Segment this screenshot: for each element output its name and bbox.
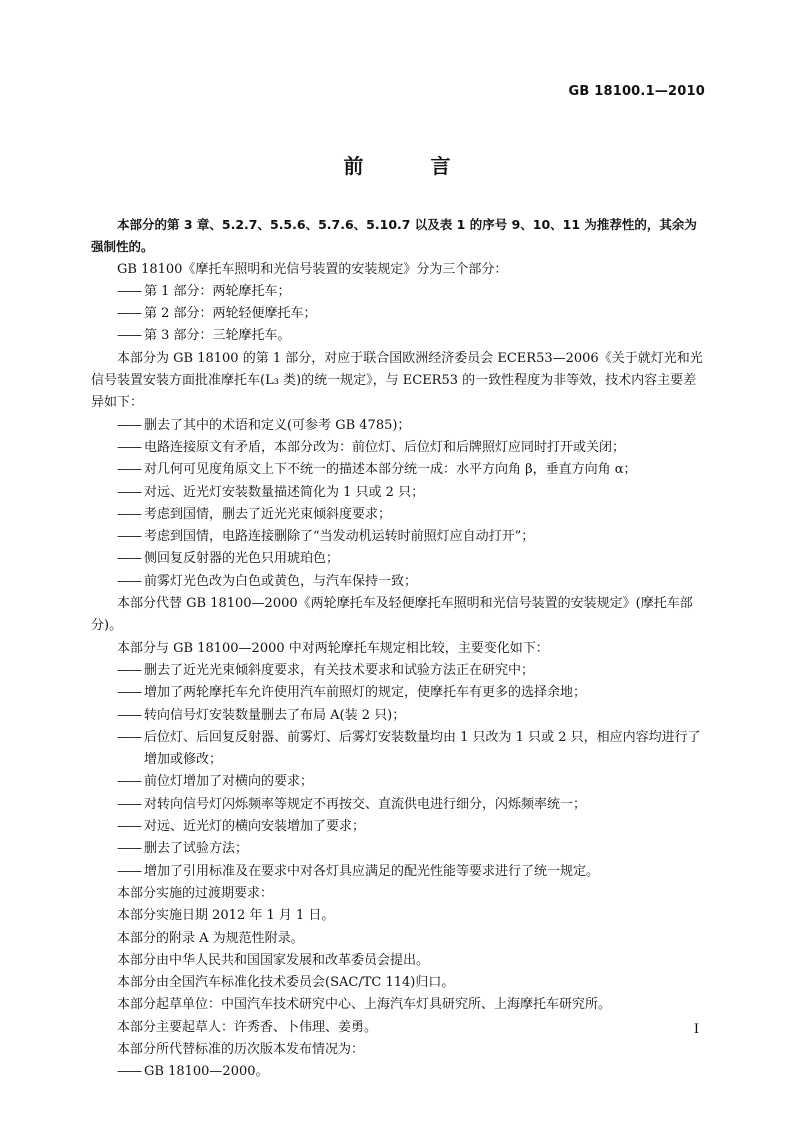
dash-list-item xyxy=(117,571,709,593)
list-dash: —— xyxy=(117,841,141,857)
dash-list-item xyxy=(117,325,709,347)
body-paragraph: GB 18100《摩托车照明和光信号装置的安装规定》分为三个部分： xyxy=(117,261,508,277)
list-dash: —— xyxy=(117,283,141,299)
dash-list-item xyxy=(117,482,709,504)
list-item-text: 电路连接原文有矛盾，本部分改为：前位灯、后位灯和后牌照灯应同时打开或关闭； xyxy=(144,439,626,455)
dash-list-item xyxy=(117,771,709,793)
list-dash: —— xyxy=(117,306,141,322)
dash-list-item xyxy=(117,526,709,548)
dash-list-item xyxy=(117,415,709,437)
list-item-text: 侧回复反射器的光色只用琥珀色； xyxy=(144,551,340,567)
body-paragraph: 本部分所代替标准的历次版本发布情况为： xyxy=(117,1041,365,1057)
list-item-text: 删去了近光光束倾斜度要求，有关技术要求和试验方法正在研究中； xyxy=(144,662,535,678)
body-paragraph: 本部分起草单位：中国汽车技术研究中心、上海汽车灯具研究所、上海摩托车研究所。 xyxy=(117,997,612,1013)
list-item-text: 对转向信号灯闪烁频率等规定不再按交、直流供电进行细分，闪烁频率统一； xyxy=(144,796,587,812)
list-dash: —— xyxy=(117,439,141,455)
list-dash: —— xyxy=(117,1064,141,1080)
list-item-text: 第 1 部分：两轮摩托车； xyxy=(144,283,291,299)
list-dash: —— xyxy=(117,551,141,567)
list-item-text: 第 2 部分：两轮轻便摩托车； xyxy=(144,306,317,322)
body-paragraph: 本部分实施的过渡期要求： xyxy=(117,885,274,901)
list-item-text: 对远、近光灯的横向安装增加了要求； xyxy=(144,819,366,835)
dash-list-item xyxy=(117,303,709,325)
list-item-text: 转向信号灯安装数量删去了布局 A(装 2 只)； xyxy=(144,707,406,723)
body-paragraph: 本部分实施日期 2012 年 1 月 1 日。 xyxy=(117,908,335,924)
list-dash: —— xyxy=(117,328,141,344)
body-paragraph: 本部分主要起草人：许秀香、卜伟理、姜勇。 xyxy=(117,1019,378,1035)
dash-list-item xyxy=(117,838,709,860)
body-paragraph: 本部分代替 GB 18100—2000《两轮摩托车及轻便摩托车照明和光信号装置的安装规定》(摩托车部分)。 xyxy=(91,596,693,634)
list-item-text: 后位灯、后回复反射器、前雾灯、后雾灯安装数量均由 1 只改为 1 只或 2 只，相应内容均进行了增加或修改； xyxy=(144,729,701,768)
list-item-text: 考虑到国情，电路连接删除了“当发动机运转时前照灯应自动打开”； xyxy=(144,529,535,545)
dash-list-item xyxy=(117,705,709,727)
normative-note-paragraph: 本部分的第 3 章、5.2.7、5.5.6、5.7.6、5.10.7 以及表 1 的序号 9、10、11 为推荐性的，其余为强制性的。 xyxy=(91,217,697,255)
page-number: I xyxy=(693,1022,699,1037)
document-body xyxy=(91,214,709,1084)
list-dash: —— xyxy=(117,662,141,678)
list-item-text: 增加了引用标准及在要求中对各灯具应满足的配光性能等要求进行了统一规定。 xyxy=(144,863,600,879)
body-paragraph: 本部分由中华人民共和国国家发展和改革委员会提出。 xyxy=(117,952,430,968)
list-item-text: 对远、近光灯安装数量描述简化为 1 只或 2 只； xyxy=(144,484,425,500)
list-dash: —— xyxy=(117,462,141,478)
dash-list-item xyxy=(117,727,709,772)
dash-list-item xyxy=(117,548,709,570)
dash-list-item xyxy=(117,660,709,682)
list-dash: —— xyxy=(117,529,141,545)
list-item-text: GB 18100—2000。 xyxy=(144,1064,269,1080)
list-item-text: 删去了试验方法； xyxy=(144,841,249,857)
list-dash: —— xyxy=(117,506,141,522)
dash-list-item xyxy=(117,816,709,838)
standard-number: GB 18100.1—2010 xyxy=(568,84,705,99)
list-dash: —— xyxy=(117,685,141,701)
dash-list-item xyxy=(117,459,709,481)
list-dash: —— xyxy=(117,796,141,812)
list-dash: —— xyxy=(117,729,141,745)
list-item-text: 前位灯增加了对横向的要求； xyxy=(144,774,314,790)
list-dash: —— xyxy=(117,707,141,723)
dash-list-item xyxy=(117,281,709,303)
list-item-text: 考虑到国情，删去了近光光束倾斜度要求； xyxy=(144,506,392,522)
dash-list-item xyxy=(117,437,709,459)
page-title: 前 言 xyxy=(343,154,481,178)
list-item-text: 对几何可见度角原文上下不统一的描述本部分统一成：水平方向角 β，垂直方向角 α； xyxy=(144,462,637,478)
list-dash: —— xyxy=(117,484,141,500)
body-paragraph: 本部分为 GB 18100 的第 1 部分，对应于联合国欧洲经济委员会 ECER53—2006《关于就灯光和光信号装置安装方面批准摩托车(L₃ 类)的统一规定》，与 ECER53 的一致性程度为非等效，技术内容主要差异如下： xyxy=(91,350,703,411)
list-item-text: 前雾灯光色改为白色或黄色，与汽车保持一致； xyxy=(144,573,418,589)
body-paragraph: 本部分的附录 A 为规范性附录。 xyxy=(117,930,304,946)
list-dash: —— xyxy=(117,863,141,879)
dash-list-item xyxy=(117,1061,709,1083)
dash-list-item xyxy=(117,861,709,883)
list-dash: —— xyxy=(117,573,141,589)
dash-list-item xyxy=(117,682,709,704)
list-item-text: 第 3 部分：三轮摩托车。 xyxy=(144,328,291,344)
body-paragraph: 本部分与 GB 18100—2000 中对两轮摩托车规定相比较，主要变化如下： xyxy=(117,640,549,656)
body-paragraph: 本部分由全国汽车标准化技术委员会(SAC/TC 114)归口。 xyxy=(117,975,455,991)
list-dash: —— xyxy=(117,819,141,835)
list-dash: —— xyxy=(117,417,141,433)
list-item-text: 增加了两轮摩托车允许使用汽车前照灯的规定，使摩托车有更多的选择余地； xyxy=(144,685,587,701)
list-dash: —— xyxy=(117,774,141,790)
list-item-text: 删去了其中的术语和定义(可参考 GB 4785)； xyxy=(144,417,411,433)
dash-list-item xyxy=(117,794,709,816)
dash-list-item xyxy=(117,504,709,526)
